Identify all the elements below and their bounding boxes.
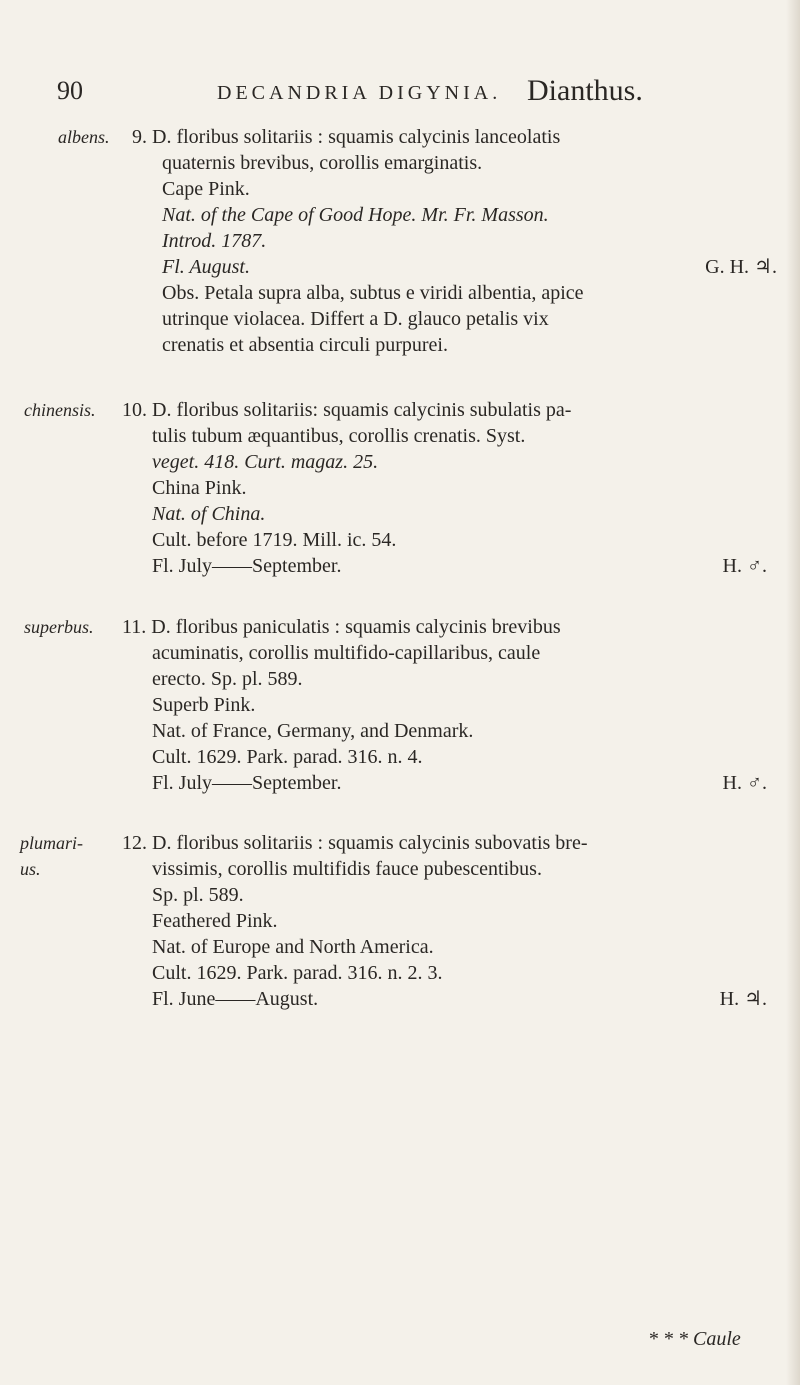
habitat-note: H. ♃. xyxy=(719,988,767,1010)
flowering-time: Fl. June——August. xyxy=(152,988,319,1010)
entry-line: crenatis et absentia circuli purpurei. xyxy=(162,334,448,356)
entry-text xyxy=(122,614,777,796)
entry-line: Nat. of France, Germany, and Denmark. xyxy=(152,720,474,742)
entry-line: tulis tubum æquantibus, corollis crenatis. Syst. xyxy=(152,425,526,447)
running-head: DECANDRIA DIGYNIA. xyxy=(217,82,502,104)
entry-line: Nat. of Europe and North America. xyxy=(152,936,434,958)
entry-line: quaternis brevibus, corollis emarginatis. xyxy=(162,152,483,174)
entry-line: erecto. Sp. pl. 589. xyxy=(152,668,303,690)
entry-line: Nat. of the Cape of Good Hope. Mr. Fr. Masson. xyxy=(162,204,549,226)
entry-line: Introd. 1787. xyxy=(162,230,267,252)
page-edge xyxy=(786,0,800,1385)
entry-text xyxy=(122,397,777,579)
entry-line: utrinque violacea. Differt a D. glauco petalis vix xyxy=(162,308,549,330)
entry-line: Cape Pink. xyxy=(162,178,250,200)
entry-line: Cult. 1629. Park. parad. 316. n. 2. 3. xyxy=(152,962,443,984)
entry-line: Feathered Pink. xyxy=(152,910,278,932)
entry-line: vissimis, corollis multifidis fauce pubescentibus. xyxy=(152,858,542,880)
entry-line: 11. D. floribus paniculatis : squamis calycinis brevibus xyxy=(122,616,561,638)
entry-line: 10. D. floribus solitariis: squamis calycinis subulatis pa- xyxy=(122,399,572,421)
entry-text xyxy=(132,124,787,358)
margin-name: plumari- us. xyxy=(20,833,83,879)
entry-line xyxy=(122,553,777,579)
entry-line: veget. 418. Curt. magaz. 25. xyxy=(152,451,379,473)
flowering-time: Fl. August. xyxy=(162,256,250,278)
entry-line: acuminatis, corollis multifido-capillaribus, caule xyxy=(152,642,541,664)
flowering-time: Fl. July——September. xyxy=(152,772,342,794)
entry-line: China Pink. xyxy=(152,477,247,499)
entry-line xyxy=(122,986,777,1012)
habitat-note: G. H. ♃. xyxy=(705,256,777,278)
margin-name: superbus. xyxy=(24,617,94,637)
entry-line: Nat. of China. xyxy=(152,503,266,525)
entry-line: Obs. Petala supra alba, subtus e viridi albentia, apice xyxy=(162,282,584,304)
entry-line: 9. D. floribus solitariis : squamis calycinis lanceolatis xyxy=(132,126,561,148)
page-number: 90 xyxy=(57,76,83,105)
entry-line xyxy=(132,254,787,280)
habitat-note: H. ♂. xyxy=(722,772,767,794)
entry-line: Sp. pl. 589. xyxy=(152,884,244,906)
habitat-note: H. ♂. xyxy=(722,555,767,577)
entry-line: 12. D. floribus solitariis : squamis calycinis subovatis bre- xyxy=(122,832,588,854)
entry-line: Cult. before 1719. Mill. ic. 54. xyxy=(152,529,397,551)
catchword: * * * Caule xyxy=(648,1328,741,1350)
flowering-time: Fl. July——September. xyxy=(152,555,342,577)
entry-text xyxy=(122,830,777,1012)
genus-title: Dianthus. xyxy=(527,74,643,107)
margin-name: albens. xyxy=(58,127,110,147)
margin-name: chinensis. xyxy=(24,400,96,420)
entry-line: Superb Pink. xyxy=(152,694,256,716)
entry-line xyxy=(122,770,777,796)
entry-line: Cult. 1629. Park. parad. 316. n. 4. xyxy=(152,746,423,768)
